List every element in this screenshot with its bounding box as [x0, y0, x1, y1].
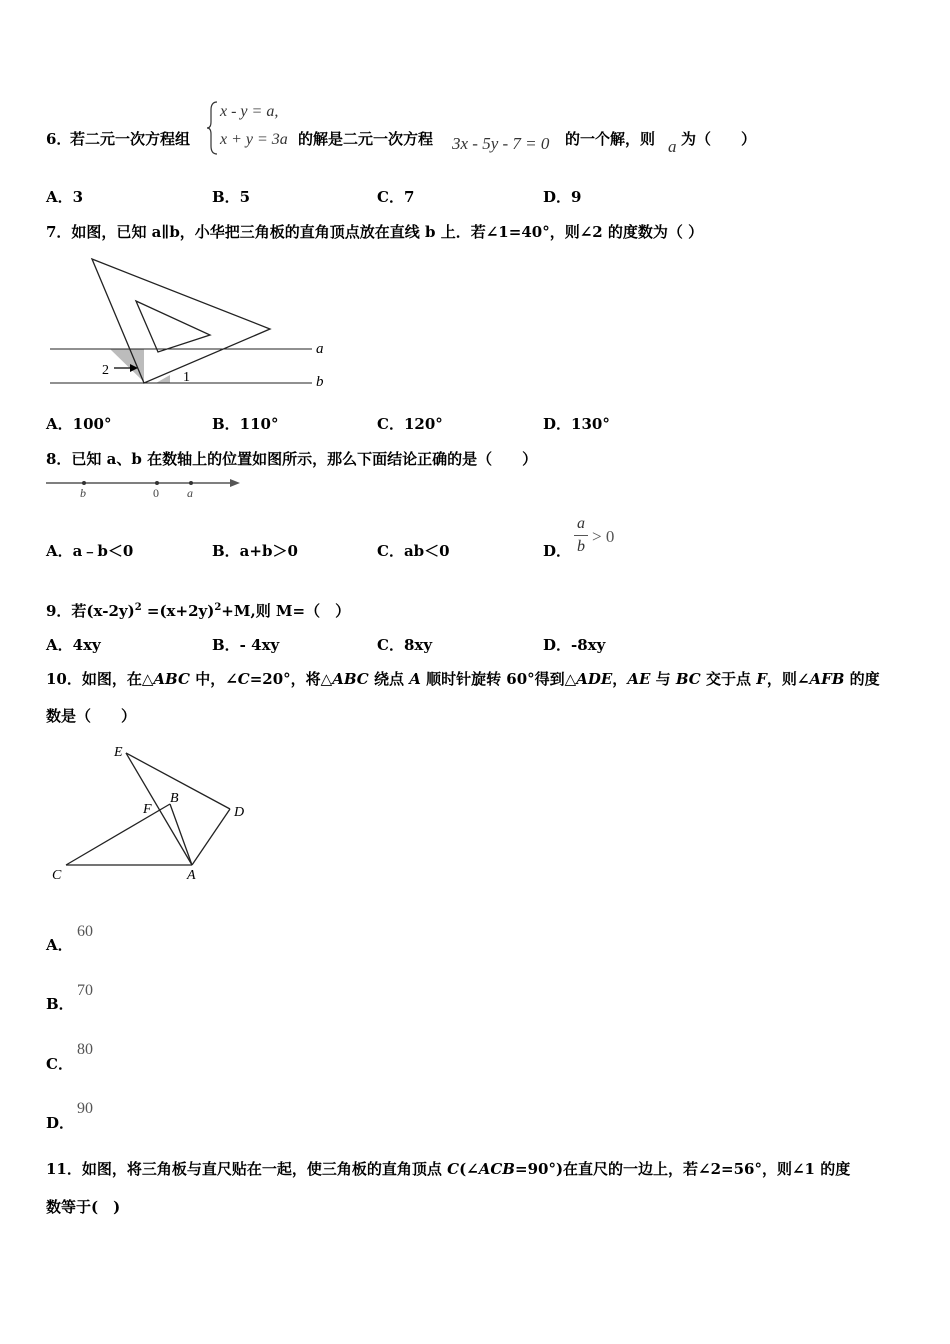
q7-option-d[interactable]: D．130°	[543, 415, 610, 433]
q10-text-3: =20°，将△	[249, 670, 333, 688]
q9-option-b[interactable]: B．- 4xy	[212, 636, 280, 654]
q10-text-2: 中，∠	[189, 670, 238, 688]
q10-label-B: B	[170, 791, 179, 806]
q8-option-c[interactable]: C．ab＜0	[377, 542, 450, 560]
q10-option-b-value: 70	[77, 982, 93, 999]
q7-angle-2-shade	[110, 349, 144, 382]
q11-point-c: C	[447, 1160, 460, 1178]
q10-triangle-ade: ADE	[576, 670, 613, 688]
q10-option-a-label: A．	[46, 936, 73, 954]
q8-fraction-denominator: b	[577, 538, 585, 555]
q6-option-a[interactable]: A．3	[46, 188, 84, 206]
q10-option-b-label: B．	[46, 995, 74, 1013]
q10-segment-bc: BC	[675, 670, 701, 688]
q10-text-10: 的度	[844, 670, 880, 688]
q10-option-c-value: 80	[77, 1041, 93, 1058]
q8-fraction-bar	[574, 535, 588, 536]
q10-label-F: F	[143, 802, 152, 817]
q9-option-d[interactable]: D．-8xy	[543, 636, 606, 654]
q8-option-d-fraction	[572, 515, 590, 556]
q10-point-a: A	[409, 670, 421, 688]
q10-triangle-abc: ABC	[153, 670, 190, 688]
q7-label-1: 1	[183, 370, 190, 385]
q7-stem: 7．如图，已知 a∥b，小华把三角板的直角顶点放在直线 b 上．若∠1=40°，则∠2 的度数为（ ）	[46, 223, 704, 241]
q6-option-d[interactable]: D．9	[543, 188, 582, 206]
q10-label-D: D	[234, 805, 245, 820]
q9-part-3: +M,则 M=（ ）	[221, 602, 351, 620]
q10-label-C: C	[52, 868, 62, 883]
q10-option-d-value: 90	[77, 1100, 93, 1117]
q10-segment-ae: AE	[627, 670, 651, 688]
q7-label-2: 2	[102, 363, 109, 378]
q10-text-4: 绕点	[368, 670, 410, 688]
q10-option-c-label: C．	[46, 1055, 73, 1073]
q11-text-1: 11．如图，将三角板与直尺贴在一起，使三角板的直角顶点	[46, 1160, 448, 1178]
q11-text-2: (∠	[459, 1160, 479, 1178]
q9-exponent-2: 2	[214, 602, 222, 613]
q10-option-d-label: D．	[46, 1114, 75, 1132]
q9-stem	[46, 600, 350, 621]
q10-point-f: F	[756, 670, 767, 688]
q6-prefix: 若二元一次方程组	[70, 130, 191, 148]
q7-option-b[interactable]: B．110°	[212, 415, 279, 433]
q7-figure-triangle-parallel-lines	[46, 252, 346, 392]
q9-option-a[interactable]: A．4xy	[46, 636, 101, 654]
q8-fraction-numerator: a	[577, 515, 585, 532]
q8-label-zero: 0	[153, 486, 159, 500]
q10-label-E: E	[114, 745, 123, 760]
q10-angle-afb: AFB	[809, 670, 845, 688]
q10-label-A: A	[187, 868, 196, 883]
q6-number: 6．	[46, 130, 72, 148]
q8-option-b[interactable]: B．a+b＞0	[212, 542, 298, 560]
q8-point-b	[82, 481, 86, 485]
q7-angle-1-shade	[156, 375, 170, 383]
q6-variable: a	[668, 137, 677, 156]
q6-equation-2: x + y = 3a	[220, 131, 288, 148]
q8-point-zero	[155, 481, 159, 485]
q9-part-1: 9．若(x-2y)	[46, 602, 135, 620]
q9-exponent-1: 2	[134, 602, 142, 613]
q11-stem-line-1	[46, 1158, 850, 1179]
q10-text-1: 10．如图，在△	[46, 670, 154, 688]
q10-text-7: 与	[650, 670, 676, 688]
q10-text-6: ，	[612, 670, 628, 688]
q10-text-8: 交于点	[700, 670, 757, 688]
q10-segment-DA	[192, 809, 230, 865]
q10-segment-CB	[66, 804, 170, 865]
q8-stem: 8．已知 a、b 在数轴上的位置如图所示，那么下面结论正确的是（ ）	[46, 450, 538, 468]
q8-axis-arrow	[230, 479, 240, 487]
q8-label-a: a	[187, 486, 193, 500]
q9-part-2: =(x+2y)	[141, 602, 215, 620]
q10-stem-line-2: 数是（ ）	[46, 707, 137, 725]
q10-figure-rotation	[46, 738, 266, 888]
q11-text-3: =90°)在直尺的一边上，若∠2=56°，则∠1 的度	[515, 1160, 851, 1178]
q6-middle: 的解是二元一次方程	[298, 130, 434, 148]
q10-stem-line-1	[46, 668, 880, 689]
q10-triangle-abc-2: ABC	[332, 670, 369, 688]
q6-equation-3: 3x - 5y - 7 = 0	[452, 134, 550, 153]
q7-label-a: a	[316, 341, 324, 357]
q7-label-b: b	[316, 374, 324, 390]
q6-system-brace	[206, 100, 220, 156]
q10-segment-EA	[126, 753, 192, 865]
q10-text-9: ，则∠	[766, 670, 810, 688]
q6-suffix-1: 的一个解，则	[565, 130, 656, 148]
q9-option-c[interactable]: C．8xy	[377, 636, 433, 654]
q6-option-c[interactable]: C．7	[377, 188, 415, 206]
q10-text-5: 顺时针旋转 60°得到△	[420, 670, 577, 688]
q10-option-a-value: 60	[77, 923, 93, 940]
q8-option-d[interactable]: D．	[543, 542, 572, 560]
q11-stem-line-2: 数等于( )	[46, 1198, 121, 1216]
q6-suffix-2: 为（ ）	[681, 130, 757, 148]
q8-option-a[interactable]: A．a﹣b＜0	[46, 542, 134, 560]
q8-label-b: b	[80, 486, 86, 500]
q10-angle-c: C	[237, 670, 250, 688]
q7-option-a[interactable]: A．100°	[46, 415, 112, 433]
q8-number-line	[44, 474, 244, 500]
q8-option-d-relation: > 0	[592, 527, 615, 546]
q7-inner-triangle	[136, 301, 210, 352]
q11-angle-acb: ACB	[478, 1160, 515, 1178]
q7-option-c[interactable]: C．120°	[377, 415, 443, 433]
q8-point-a	[189, 481, 193, 485]
q6-option-b[interactable]: B．5	[212, 188, 251, 206]
q6-equation-1: x - y = a,	[220, 103, 279, 120]
